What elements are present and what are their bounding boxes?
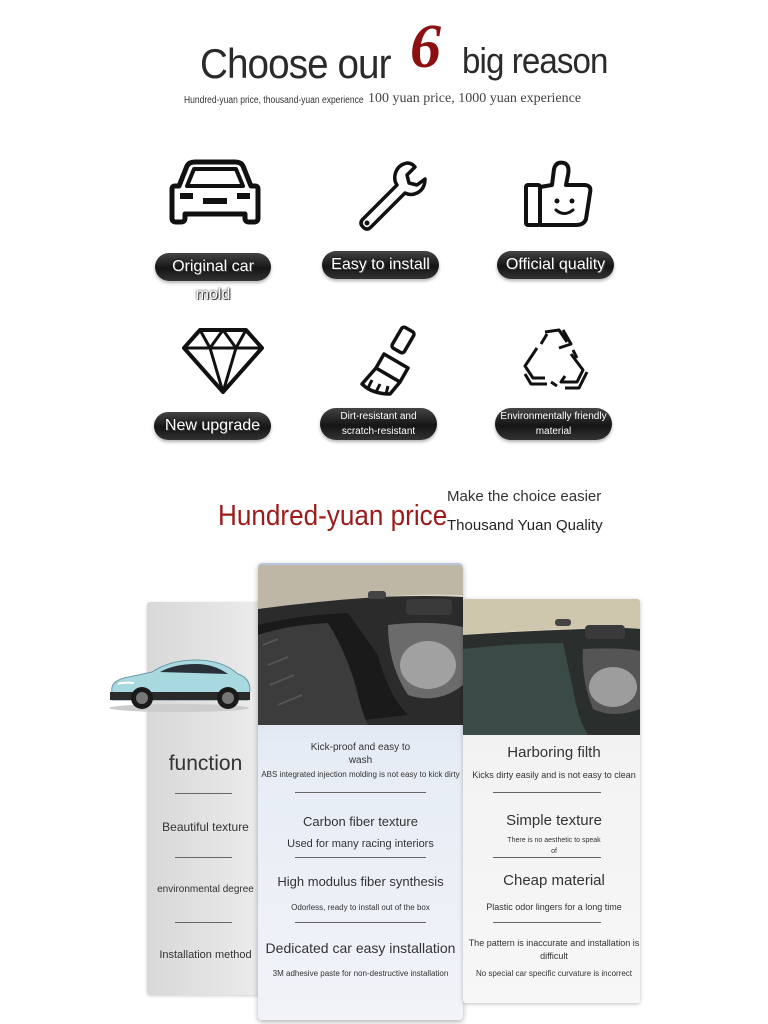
compare-right-desc: Plastic odor lingers for a long time (486, 902, 622, 912)
diamond-icon (178, 322, 278, 402)
feature-label-line1: Environmentally friendly (500, 411, 607, 422)
desc-line2: of (551, 848, 557, 855)
compare-mid-title: Dedicated car easy installation (265, 940, 456, 956)
divider (493, 922, 601, 923)
desc-line1: There is no aesthetic to speak (507, 837, 601, 844)
compare-right-desc (463, 835, 645, 857)
title-big-reason: big reason (462, 40, 608, 81)
compare-mid-desc: Used for many racing interiors (287, 838, 434, 850)
feature-label: New upgrade (164, 417, 261, 434)
feature-pill-eco-material (495, 408, 612, 440)
feature-label-line1: Dirt-resistant and (340, 411, 417, 422)
feature-pill-original-car-mold (155, 253, 271, 303)
section-line1: Make the choice easier (447, 488, 602, 505)
section-title: Hundred-yuan price (218, 500, 448, 532)
compare-heading: function (168, 752, 243, 775)
divider (493, 857, 601, 858)
feature-label-line2: material (535, 426, 572, 437)
feature-pill-new-upgrade (154, 412, 271, 440)
recycle-icon (515, 322, 615, 402)
divider (175, 857, 232, 858)
compare-mid-title (258, 741, 463, 767)
divider (295, 857, 426, 858)
compare-right-desc: No special car specific curvature is incorrect (475, 969, 633, 978)
feature-pill-official-quality (497, 251, 614, 279)
wrench-icon (345, 155, 445, 235)
compare-mid-desc: 3M adhesive paste for non-destructive installation (272, 969, 449, 978)
feature-label-line2: scratch-resistant (341, 426, 416, 437)
title-line2: difficult (540, 951, 568, 961)
compare-mid-title: High modulus fiber synthesis (277, 874, 444, 889)
title-line1: The pattern is inaccurate and installation is (468, 938, 640, 948)
car-image (104, 652, 254, 714)
divider (175, 922, 232, 923)
thumbs-up-icon (512, 155, 612, 235)
title-line1: Kick-proof and easy to (310, 742, 411, 753)
divider (493, 792, 601, 793)
title-choose-our: Choose our (200, 40, 391, 87)
car-icon (165, 158, 265, 238)
feature-pill-dirt-resistant (320, 408, 437, 440)
compare-right-desc: Kicks dirty easily and is not easy to clean (472, 770, 636, 780)
compare-mid-desc: ABS integrated injection molding is not easy to kick dirty (261, 770, 460, 779)
compare-right-title: Simple texture (506, 812, 602, 829)
feature-label: Official quality (505, 256, 606, 273)
subtitle-main: 100 yuan price, 1000 yuan experience (368, 91, 582, 106)
compare-right-title (463, 937, 645, 963)
plain-door-panel-image (463, 599, 640, 735)
title-number: 6 (410, 13, 441, 81)
title-line2: wash (348, 755, 373, 766)
section-line2: Thousand Yuan Quality (447, 517, 603, 534)
compare-right-title: Cheap material (503, 872, 605, 889)
compare-left-item: Beautiful texture (162, 820, 249, 834)
compare-mid-desc: Odorless, ready to install out of the box (291, 903, 430, 912)
compare-left-item: environmental degree (157, 884, 254, 895)
divider (295, 922, 426, 923)
compare-right-title: Harboring filth (507, 744, 601, 761)
feature-pill-easy-to-install (322, 251, 439, 279)
feature-label: Original car mold (172, 258, 254, 303)
compare-left-item: Installation method (159, 949, 252, 961)
compare-mid-title: Carbon fiber texture (303, 814, 418, 829)
divider (295, 792, 426, 793)
feature-label: Easy to install (331, 256, 430, 273)
brush-icon (350, 322, 450, 402)
subtitle-small: Hundred-yuan price, thousand-yuan experience (184, 95, 364, 106)
carbon-door-panel-image (258, 565, 463, 725)
divider (175, 793, 232, 794)
